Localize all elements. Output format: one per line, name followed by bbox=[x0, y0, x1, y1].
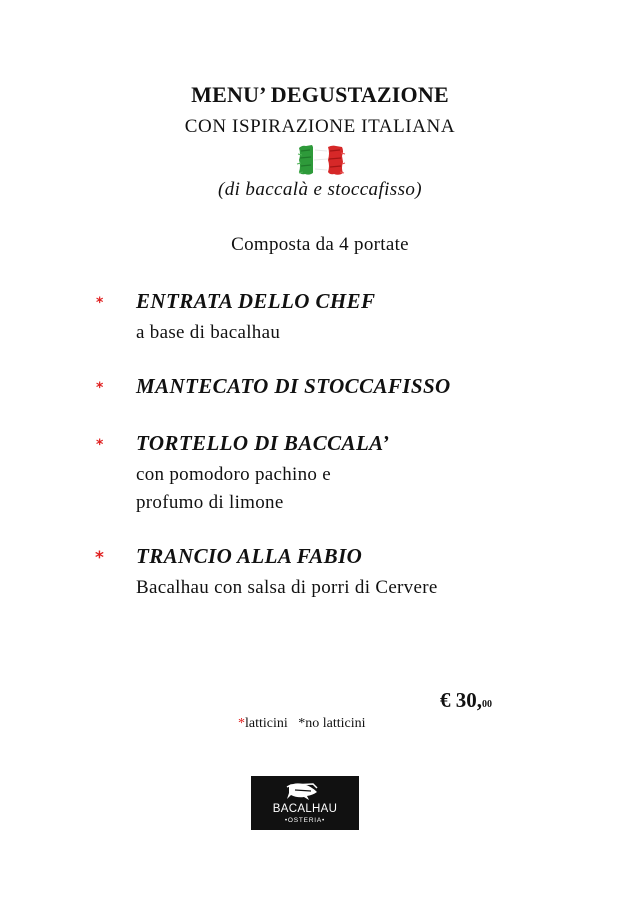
course-name: TORTELLO DI BACCALA’ bbox=[136, 431, 390, 455]
course-name: ENTRATA DELLO CHEF bbox=[136, 289, 376, 313]
course-description: con pomodoro pachino e bbox=[136, 464, 331, 485]
course-bullet: * bbox=[96, 437, 104, 453]
course-bullet: * bbox=[96, 295, 104, 311]
course-bullet: * bbox=[95, 548, 104, 568]
logo-subtitle: •OSTERIA• bbox=[284, 817, 326, 824]
course-bullet: * bbox=[96, 380, 104, 396]
course-description: Bacalhau con salsa di porri di Cervere bbox=[136, 577, 438, 598]
no-dairy-marker: * bbox=[298, 716, 306, 731]
restaurant-logo bbox=[251, 776, 359, 830]
dairy-marker: * bbox=[238, 716, 245, 731]
no-dairy-label: no latticini bbox=[305, 716, 366, 731]
menu-subtitle: CON ISPIRAZIONE ITALIANA bbox=[184, 116, 456, 137]
menu-price bbox=[440, 688, 492, 713]
course-name: MANTECATO DI STOCCAFISSO bbox=[136, 374, 451, 398]
price-cents: 00 bbox=[482, 699, 492, 710]
course-description: a base di bacalhau bbox=[136, 322, 281, 343]
menu-title: MENU’ DEGUSTAZIONE bbox=[191, 82, 449, 107]
logo-name: BACALHAU bbox=[272, 803, 338, 815]
price-main: € 30, bbox=[440, 688, 482, 712]
allergen-legend bbox=[238, 716, 366, 732]
course-name: TRANCIO ALLA FABIO bbox=[136, 544, 363, 568]
menu-note: (di baccalà e stoccafisso) bbox=[217, 179, 423, 200]
italian-flag-icon bbox=[296, 142, 346, 178]
course-description: profumo di limone bbox=[136, 492, 284, 513]
course-count: Composta da 4 portate bbox=[231, 234, 409, 255]
dairy-label: latticini bbox=[245, 716, 288, 731]
fish-icon bbox=[251, 776, 359, 806]
